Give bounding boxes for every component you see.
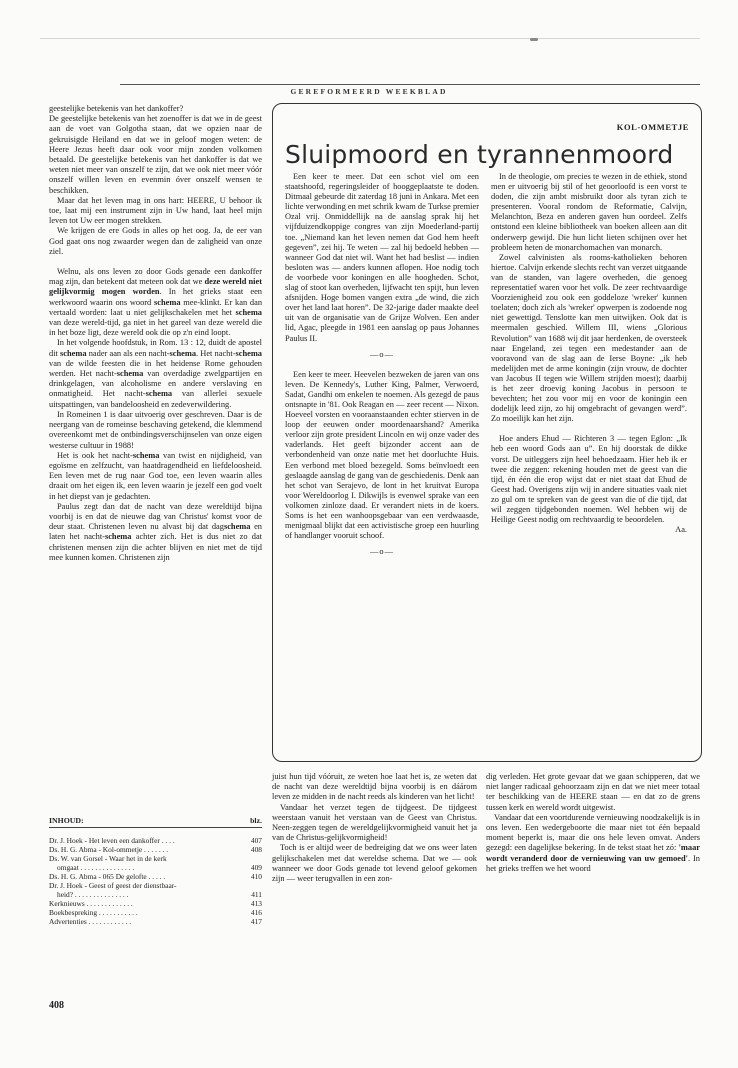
toc-entry <box>49 836 262 845</box>
toc-entry <box>49 908 262 917</box>
toc-entries <box>49 836 262 926</box>
toc-entry <box>49 845 262 854</box>
toc-entry-page: 409 <box>250 863 262 872</box>
toc-entry-title: Boekbespreking . . . . . . . . . . . <box>49 908 138 917</box>
paragraph: Het is ook het nacht-schema van twist en nijdigheid, van egoïsme en zelfzucht, van haatdragendheid en liefdeloosheid. Een leven met de rug naar God toe, een leven waarin alles draait om het eigen ik, een leven waarin je jezelf een god voelt in het diepst van je gedachten. <box>49 450 262 501</box>
paragraph: Toch is er altijd weer de bedreiging dat we ons weer laten gelijkschakelen met dat wereldse schema. Dat we — ook wanneer we door Gods genade tot levend geloof gekomen zijn — weer terugvallen in een zon- <box>272 843 477 884</box>
left-column <box>49 104 262 563</box>
print-speck <box>530 38 538 41</box>
toc-entry-page: 407 <box>250 836 262 845</box>
masthead-rule <box>120 84 700 85</box>
top-rule <box>40 38 700 39</box>
toc-entry <box>49 854 262 863</box>
toc-entry <box>49 917 262 926</box>
paragraph: Zowel calvinisten als rooms-katholieken behoren hiertoe. Calvijn erkende slechts recht van verzet uitgaande van de standen, van lagere overheden, die genoeg representatief waren voor het volk. De zeer rechtvaardige Voorzienigheid zou ook een goddeloze 'wreker' kunnen toelaten; doch zich als 'wreker' opwerpen is zodoende nog niet gewettigd. Tenslotte kan men uitwijken. Ook dat is meermalen geschied. Willem III, wiens „Glorious Revolution” van 1688 wij dit jaar herdenken, de oversteek naar Engeland, zei tegen een medestander aan de vooravond van de slag aan de Ierse Boyne: „ik heb medelijden met de arme koningin (zijn vrouw, de dochter van Jacobus II tegen wie Willem strijden moest); daarbij is het zeer droevig koning Jacobus in persoon te bevechten; het zou voor mij en voor de koningin een dodelijk leed zijn, zo hij omgebracht of gevangen werd”. Zo moeilijk kan het zijn. <box>491 252 687 424</box>
paragraph: Vandaar dat een voortdurende vernieuwing noodzakelijk is in ons leven. Een wedergeboorte die maar niet tot één bepaald moment beperkt is, maar die ons hele leven omvat. Anders gezegd: een dagelijkse bekering. In de tekst staat het zó: 'maar wordt veranderd door de vernieuwing van uw gemoed'. In het grieks treffen we het woord <box>486 812 700 873</box>
paragraph: Vandaar het verzet tegen de tijdgeest. De tijdgeest weerstaan vanuit het verstaan van de Geest van Christus. Neen-zeggen tegen de wereldgelijkvormigheid vanuit het ja van de Christus-gelijkvormigheid! <box>272 802 477 843</box>
toc-entry-title: Dr. J. Hoek - Het leven een dankoffer . . . . <box>49 836 175 845</box>
toc-entry-page: 417 <box>250 917 262 926</box>
paragraph: Welnu, als ons leven zo door Gods genade een dankoffer mag zijn, dan betekent dat meteen ook dat we deze wereld niet gelijkvormig mogen worden. In het grieks staat een werkwoord waarin ons woord schema mee-klinkt. Er kan dan vertaald worden: laat u niet gelijkschakelen met het schema van deze wereld-tijd, ga niet in het gareel van deze wereld die in het boze ligt, deze wereld ook die op z'n eind loopt. <box>49 267 263 338</box>
paragraph: De geestelijke betekenis van het zoenoffer is dat we in de geest aan de voet van Golgotha staan, dat we opzien naar de gekruisigde Heiland en dat we in geloof mogen weten: de Heere Jezus heeft daar ook voor mijn zonden volkomen betaald. De geestelijke betekenis van het dankoffer is dat we weten niet meer van onszelf te zijn, dat we ook niet meer vóór onszelf willen leven en evenmin óver onszelf wensen te beschikken. <box>49 114 262 195</box>
toc-entry-page: 416 <box>250 908 262 917</box>
toc-entry <box>49 899 262 908</box>
toc-entry-title: omgaat . . . . . . . . . . . . . . . <box>57 863 135 872</box>
author-signature: Aa. <box>675 525 687 535</box>
paragraph: geestelijke betekenis van het dankoffer? <box>49 104 184 113</box>
toc-entry-page: 410 <box>250 872 262 881</box>
toc-header <box>49 816 262 828</box>
toc-entry <box>49 863 262 872</box>
section-separator: —o— <box>370 349 394 359</box>
toc-entry-title: Advertenties . . . . . . . . . . . . <box>49 917 132 926</box>
article-box <box>272 103 702 762</box>
toc-entry <box>49 881 262 890</box>
toc-entry-title: heid? . . . . . . . . . . . . . . . <box>57 890 129 899</box>
spacer <box>491 424 687 434</box>
paragraph: juist hun tijd vóóruit, ze weten hoe laat het is, ze weten dat de nacht van deze wereldtijd bijna voorbij is en dáárom leven ze midden in de nacht reeds als kinderen van het licht! <box>272 772 477 802</box>
column-tag: KOL-OMMETJE <box>616 122 689 132</box>
paragraph: We krijgen de ere Gods in alles op het oog. Ja, de eer van God gaat ons nog zwaarder wegen dan de zaligheid van onze ziel. <box>49 226 262 256</box>
paragraph: In Romeinen 1 is daar uitvoerig over geschreven. Daar is de neergang van de romeinse beschaving getekend, die klemmend overeenkomt met de ontbindingsverschijnselen van onze eigen westerse cultuur in 1988! <box>49 409 262 450</box>
paragraph: Een keer te meer. Dat een schot viel om een staatshoofd, regeringsleider of hooggeplaatste te doden. Ditmaal gebeurde dit zaterdag 18 juni in Ankara. Met een lichte verwonding en met schrik kwam de Turkse premier Ozal vrij. Onmiddellijk na de aanslag sprak hij het vijfduizendkoppige congres van zijn Moederland-partij toe. „Niemand kan het leven nemen dat God hem heeft gegeven”, zei hij. Te weten — zal hij bedoeld hebben — wanneer God dat niet wil. Want het had beslist — indien besloten was — anders kunnen aflopen. Hoe nodig toch de voorbede voor koningen en alle hoogheden. Schot, slag of stoot kan overheden, lijfwacht ten spijt, hun leven afsnijden. Hoge bomen vangen extra „de wind, die zich over het land laat horen”. De 32-jarige dader maakte deel uit van de organisatie van de Grijze Wolven. Een ander lid, Agac, pleegde in 1981 een aanslag op paus Johannes Paulus II. <box>285 172 479 343</box>
toc-entry-page: 411 <box>251 890 262 899</box>
paragraph: Hoe anders Ehud — Richteren 3 — tegen Eglon: „Ik heb een woord Gods aan u”. En hij doorstak de dikke vorst. De uitleggers zijn heel behoedzaam. Hier heb ik er twee die zeggen: rekening houden met de geest van die tijd, én één die erop wijst dat er niet staat dat Ehud de Geest had. Overigens zijn wij in andere situaties vaak niet zo gul om te spreken van de geest van die of die tijd, dat wil zeggen tijdgebonden noemen. Wel hebben wij de Heilige Geest nodig om rechtvaardig te beoordelen. <box>491 434 687 525</box>
section-separator: —o— <box>370 547 394 557</box>
toc-entry-title: Ds. H. G. Abma - Kol-ommetje . . . . . . . <box>49 845 169 854</box>
bottom-column-2 <box>486 772 700 874</box>
toc-entry-title: Dr. J. Hoek - Geest of geest der dienstbaar- <box>49 881 177 890</box>
toc-entry <box>49 890 262 899</box>
toc-entry-page <box>258 854 262 863</box>
paragraph: In de theologie, om precies te wezen in de ethiek, stond men er uitvoerig bij stil of het geoorloofd is een vorst te doden, die zijn ambt misbruikt door als tyran zich te presenteren. Vooral rondom de Reformatie, Calvijn, Melanchton, Beza en anderen gaven hun oordeel. Zelfs ontstond een kleine bibliotheek van boeken alleen aan dit onderwerp gewijd. Die hun licht lieten schijnen over het probleem heten de monarchomachen van monarch. <box>491 172 687 252</box>
page-number: 408 <box>49 1000 64 1011</box>
paragraph: Maar dat het leven mag in ons hart: HEERE, U behoor ik toe, laat mij een instrument zijn in Uw hand, laat heel mijn leven tot Uw eer mogen strekken. <box>49 195 262 226</box>
paragraph: Een keer te meer. Heevelen bezweken de jaren van ons leven. De Kennedy's, Luther King, Palmer, Verwoerd, Sadat, Gandhi om enkelen te noemen. Als gezegd de paus ontsnapte in '81. Ook Reagan en — zeer recent — Nixon. Hoeveel vorsten en vooraanstaanden echter stierven in de loop der eeuwen onder moordenaarshand? Amerika verloor zijn grote president Lincoln en wij onze vader des vaderlands. Het geeft bijzonder accent aan de verbondenheid van onze natie met het doorluchte Huis. Een verbond met bloed bezegeld. Soms beïnvloedt een geslaagde aanslag de gang van de geschiedenis. Denk aan het schot van Serajevo, de lont in het kruitvat Europa voor Wereldoorlog I. Dikwijls is evenwel sprake van een volkomen zinloze daad. Er verandert niets in de koers. Soms is het een wanhoopsgebaar van een verdwaasde, menigmaal blijkt dat een activistische groep een huurling of handlanger vooruit schoof. <box>285 369 479 541</box>
table-of-contents <box>49 816 262 926</box>
article-title: Sluipmoord en tyrannenmoord <box>285 140 674 169</box>
toc-heading: INHOUD: <box>49 816 84 825</box>
paragraph: In het volgende hoofdstuk, in Rom. 13 : 12, duidt de apostel dit schema nader aan als een nacht-schema. Het nacht-schema van de wilde feesten die in het heidense Rome gehouden werden. Het nacht-schema van overdadige zwelgpartijen en drinkgelagen, van alcoholisme en andere verslaving en onmatigheid. Het nacht-schema van allerlei sexuele uitspattingen, van bandeloosheid en zedeverwildering. <box>49 338 263 409</box>
toc-entry-title: Ds. H. G. Abma - 065 De gelofte . . . . . <box>49 872 166 881</box>
article-column-1 <box>285 172 479 567</box>
bottom-column-1 <box>272 772 477 884</box>
toc-entry-title: Ds. W. van Gorsel - Waar het in de kerk <box>49 854 167 863</box>
article-column-2 <box>491 172 687 535</box>
paragraph: dig verleden. Het grote gevaar dat we gaan schipperen, dat we niet langer radicaal gehoorzaam zijn en dat we niet meer totaal ter beschikking van de HEERE staan — en dat zo de grens tussen kerk en wereld wordt uitgewist. <box>486 772 700 812</box>
toc-page-label: blz. <box>250 816 262 825</box>
running-head: GEREFORMEERD WEEKBLAD <box>290 87 448 96</box>
toc-entry-title: Kerknieuws . . . . . . . . . . . . . <box>49 899 133 908</box>
toc-entry-page: 413 <box>250 899 262 908</box>
paragraph: Paulus zegt dan dat de nacht van deze wereldtijd bijna voorbij is en dat de nieuwe dag van Christus' komst voor de deur staat. Christenen leven nu alvast bij dat dagschema en laten het nacht-schema achter zich. Het is dus niet zo dat christenen mensen zijn die achter blijven en niet met de tijd mee kunnen komen. Christenen zijn <box>49 501 262 562</box>
toc-entry-page <box>258 881 262 890</box>
toc-entry <box>49 872 262 881</box>
toc-entry-page: 408 <box>250 845 262 854</box>
